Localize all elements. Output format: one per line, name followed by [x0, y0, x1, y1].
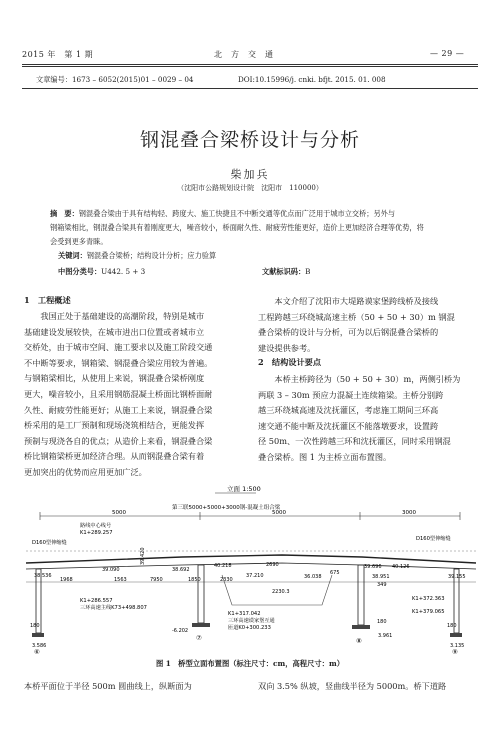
doc-code-value: B [305, 267, 311, 276]
abstract [50, 207, 450, 249]
elev-4: 40.218 [214, 563, 232, 569]
elev-3: 38.692 [172, 567, 190, 573]
intro-paragraph [258, 294, 480, 356]
clc-value: U442. 5 + 3 [101, 267, 146, 276]
clc-number [58, 267, 145, 277]
figure-caption-text: 图 1 桥型立面布置图（标注尺寸：cm，高程尺寸：m） [155, 659, 345, 668]
span-1-length: 5000 [112, 510, 126, 516]
intro-line: 建设提供参考。 [258, 342, 316, 353]
station-4: 三环高速谟家堡互通 [228, 618, 275, 624]
ground-elev-mid: -6.202 [172, 628, 189, 634]
section-2-line: 本桥主桥跨径为（50 + 50 + 30）m，两侧引桥为 [274, 374, 461, 384]
station-1: K1+286.557 [80, 598, 113, 604]
ground-elev-left: 3.586 [32, 643, 47, 649]
header-rule-top [22, 64, 478, 65]
bridge-elevation-figure [22, 485, 480, 655]
section-2-line: 径 50m、一次性跨越三环和沈抚灌区，同时采用钢混 [258, 436, 451, 447]
author: 柴加兵 [230, 168, 270, 181]
intro-line: 本文介绍了沈阳市大堤路谟家堡跨线桥及接线 [274, 296, 439, 306]
station-2: 三环高速主线K73+498.807 [80, 605, 147, 611]
station-5: 匝道K0+300.233 [228, 625, 271, 631]
ground-elev-r1: 3.961 [378, 633, 393, 639]
section-1-line: 桥比钢箱梁桥更加经济合理。从而钢混叠合梁有着 [24, 451, 205, 462]
section-1-line: 基础建设发展较快，在城市进出口位置或者城市立 [24, 326, 205, 337]
abstract-line-3: 会受到更多青睐。 [50, 237, 108, 246]
section-1-line: 久性、耐疲劳性能更好；从施工上来说，钢混叠合梁 [24, 404, 213, 415]
bottom-left-text: 本桥平面位于半径 500m 圆曲线上，纵断面为 [24, 681, 192, 691]
header-rule-thin [22, 66, 478, 67]
elev-1: 39.090 [102, 567, 120, 573]
station-top: K1+289.257 [80, 530, 113, 536]
elev-2: 39.420 [140, 547, 146, 565]
elev-6: 37.210 [246, 573, 264, 579]
elev-13: 349 [377, 582, 387, 588]
elev-8: 675 [330, 570, 340, 576]
elev-5: 2690 [266, 562, 279, 568]
elev-11: 38.951 [372, 574, 390, 580]
elev-9: 39.696 [364, 564, 382, 570]
span-3-length: 3000 [402, 510, 416, 516]
dim-5: 2230.3 [272, 589, 290, 595]
abstract-line-1: 钢混叠合梁由于具有结构轻、跨度大、施工快捷且不中断交通等优点而广泛用于城市立交桥；另外与 [78, 209, 396, 218]
section-1-heading: 1 工程概述 [24, 295, 71, 305]
section-1-line: 我国正处于基础建设的高潮阶段，特别是城市 [40, 311, 205, 321]
section-2-body [258, 372, 480, 466]
dim-6: 2330 [220, 577, 233, 583]
bottom-right-text: 双向 3.5% 纵坡，竖曲线半径为 5000m。桥下道路 [258, 681, 447, 691]
span-title: 第三联5000+5000+3000钢-混凝土组合梁 [172, 505, 281, 511]
span-2-length: 5000 [272, 510, 286, 516]
pile-label-2: 180 [377, 619, 387, 625]
elev-12: 39.155 [448, 574, 466, 580]
intro-line: 叠合梁桥的设计与分析，可为以后钢混叠合梁桥的 [258, 327, 439, 338]
station-6: K1+372.363 [412, 596, 445, 602]
pier-number-7: ⑦ [196, 634, 202, 642]
doc-code-label: 文献标识码： [262, 267, 306, 276]
pier-2 [198, 565, 204, 623]
section-2-heading: 2 结构设计要点 [258, 357, 322, 367]
elev-7: 36.038 [304, 574, 322, 580]
meta-rule [22, 88, 478, 89]
section-2-line: 速交通不能中断及沈抚灌区不能落墩要求，设置跨 [258, 420, 439, 431]
pier-number-8: ⑧ [356, 637, 362, 645]
pile-label-3: 180 [447, 623, 457, 629]
elev-14: 38.536 [34, 573, 52, 579]
clc-label: 中图分类号： [58, 267, 102, 276]
expansion-joint-left: D160型伸缩缝 [32, 540, 67, 546]
article-number: 文章编号：1673 – 6052(2015)01 – 0029 – 04 [36, 75, 194, 84]
dim-2: 1563 [114, 577, 127, 583]
dim-4: 1850 [188, 577, 201, 583]
section-1-line: 预制与现浇各自的优点；从造价上来看，钢混叠合梁 [24, 435, 213, 446]
intro-line: 工程跨越三环绕城高速主桥（50 + 50 + 30）m 钢混 [258, 311, 455, 322]
pier-3 [358, 565, 364, 625]
affiliation: （沈阳市公路规划设计院 沈阳市 110000） [177, 184, 323, 192]
page-number: — 29 — [430, 49, 465, 58]
keywords-text: 钢混叠合梁桥；结构设计分析；应力验算 [86, 251, 217, 260]
dim-1: 1968 [60, 577, 73, 583]
journal-issue: 2015 年 第 1 期 [22, 50, 94, 59]
pile-label-1: 180 [30, 623, 40, 629]
section-1-body [24, 309, 246, 481]
section-2-line: 越三环绕城高速及沈抚灌区，考虑施工期间三环高 [258, 405, 439, 416]
section-1-line: 不中断等要求，钢箱梁、钢混叠合梁应用较为普遍。 [24, 357, 213, 368]
abstract-label: 摘 要： [50, 209, 79, 218]
section-1-line: 与钢箱梁相比，从使用上来说，钢混叠合梁桥刚度 [24, 373, 205, 384]
bridge-deck [26, 555, 476, 563]
section-2-line: 两联 3 – 30m 预应力混凝土连续箱梁。主桥分别跨 [258, 389, 444, 400]
section-1-line: 更加突出的优势而应用更加广泛。 [24, 466, 147, 477]
elev-10: 40.126 [392, 564, 410, 570]
section-1-line: 交桥处，由于城市空间、施工要求以及施工阶段交通 [24, 342, 213, 353]
pier-number-9: ⑨ [452, 648, 458, 655]
section-1-line: 桥采用的是工厂预制和现场浇筑相结合，更能发挥 [24, 420, 205, 431]
expansion-joint-right: D160型伸缩缝 [416, 536, 451, 542]
view-title: 立面 1:500 [227, 485, 261, 493]
section-1-line: 更大，噪音较小，且采用钢筋混凝土桥面比钢桥面耐 [24, 388, 213, 399]
figure-caption [0, 659, 500, 669]
ground-elev-r2: 3.135 [450, 643, 465, 649]
document-code [262, 267, 310, 277]
station-3: K1+317.042 [228, 611, 261, 617]
abstract-line-2: 钢箱梁相比，钢混叠合梁具有着刚度更大，噪音较小，桥面耐久性、耐疲劳性能更好，造价上更加经济合理等优势，将 [50, 223, 424, 232]
dim-3: 7950 [150, 577, 163, 583]
route-center-label: 路线中心线号 [80, 523, 112, 529]
doi: DOI:10.15996/j. cnki. bfjt. 2015. 01. 008 [238, 75, 386, 84]
keywords [58, 251, 216, 261]
pier-number-6: ⑥ [34, 648, 40, 655]
journal-name: 北 方 交 通 [214, 50, 274, 59]
keywords-label: 关键词： [58, 251, 87, 260]
station-7: K1+379.065 [412, 609, 445, 615]
paper-title: 钢混叠合梁桥设计与分析 [139, 129, 360, 151]
section-2-line: 叠合梁桥。图 1 为主桥立面布置图。 [258, 451, 392, 462]
